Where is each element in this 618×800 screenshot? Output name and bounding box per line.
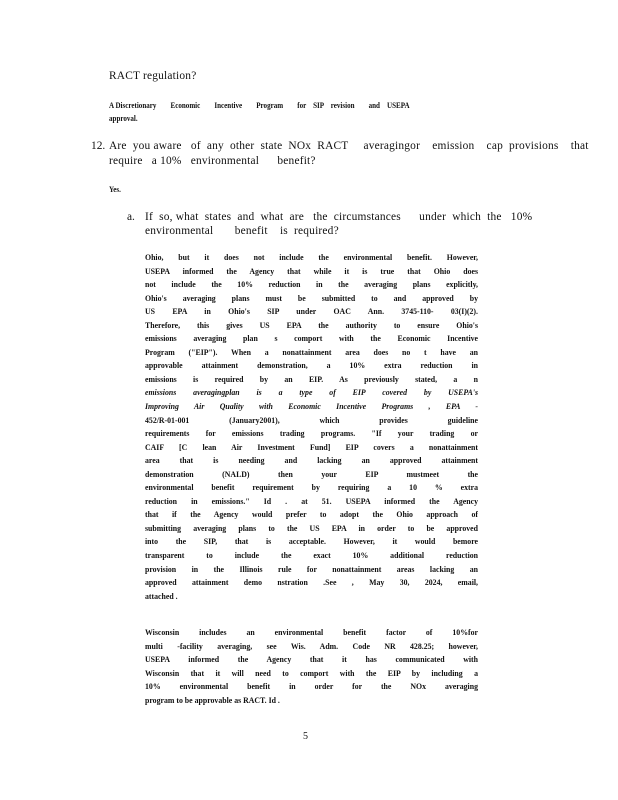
- sub-question-a-line-1: If so, what states and what are the circumstances under which the 10%: [145, 211, 533, 223]
- ohio-line: Ohio, but it does not include the environmental benefit. However,: [145, 252, 478, 262]
- ohio-line: attached .: [145, 590, 178, 601]
- ohio-line: emissions averagingplan is a type of EIP covered by USEPA's: [145, 387, 478, 398]
- wisconsin-line: Wisconsin includes an environmental benefit factor of 10%for: [145, 627, 478, 637]
- wisconsin-line: USEPA informed the Agency that it has communicated with: [145, 654, 478, 665]
- question-continuation: RACT regulation?: [109, 70, 197, 82]
- ohio-line: Ohio's averaging plans must be submitted to and approved by: [145, 292, 478, 303]
- answer-discretionary-line-1: A Discretionary Economic Incentive Program for SIP revision and USEPA: [109, 100, 410, 110]
- page-number: 5: [303, 731, 308, 742]
- ohio-line: emissions is required by an EIP. As previously stated, a n: [145, 373, 478, 384]
- sub-question-a-line-2: environmental benefit is required?: [145, 225, 339, 237]
- ohio-line: not include the 10% reduction in the averaging plans explicitly,: [145, 279, 478, 290]
- wisconsin-line: 10% environmental benefit in order for the NOx averaging: [145, 681, 478, 692]
- ohio-line: transparent to include the exact 10% additional reduction: [145, 550, 478, 561]
- wisconsin-line: program to be approvable as RACT. Id .: [145, 694, 280, 705]
- ohio-line: Program ("EIP"). When a nonattainment area does no t have an: [145, 346, 478, 357]
- ohio-line: reduction in emissions." Id . at 51. USEPA informed the Agency: [145, 495, 478, 506]
- ohio-line: submitting averaging plans to the US EPA in order to be approved: [145, 522, 478, 533]
- ohio-line: demonstration (NALD) then your EIP mustmeet the: [145, 468, 478, 479]
- ohio-line: that if the Agency would prefer to adopt the Ohio approach of: [145, 509, 478, 520]
- ohio-line: into the SIP, that is acceptable. However, it would bemore: [145, 536, 478, 547]
- wisconsin-line: multi -facility averaging, see Wis. Adm. Code NR 428.25; however,: [145, 640, 478, 651]
- ohio-line: CAIF [C lean Air Investment Fund] EIP covers a nonattainment: [145, 441, 478, 452]
- wisconsin-line: Wisconsin that it will need to comport with the EIP by including a: [145, 667, 478, 678]
- ohio-line: USEPA informed the Agency that while it is true that Ohio does: [145, 265, 478, 276]
- ohio-line: approvable attainment demonstration, a 10% extra reduction in: [145, 360, 478, 371]
- ohio-paragraph: [145, 251, 478, 603]
- ohio-line: provision in the Illinois rule for nonattainment areas lacking an: [145, 563, 478, 574]
- ohio-line: emissions averaging plan s comport with the Economic Incentive: [145, 333, 478, 344]
- sub-question-a-label: a.: [127, 211, 135, 223]
- ohio-line: environmental benefit requirement by requiring a 10 % extra: [145, 482, 478, 493]
- question-12-number: 12.: [91, 140, 106, 152]
- ohio-line: requirements for emissions trading programs. "If your trading or: [145, 428, 478, 439]
- ohio-line: US EPA in Ohio's SIP under OAC Ann. 3745-110- 03(I)(2).: [145, 306, 478, 317]
- ohio-line: Therefore, this gives US EPA the authority to ensure Ohio's: [145, 319, 478, 330]
- ohio-line: 452/R-01-001 (January2001), which provides guideline: [145, 414, 478, 425]
- ohio-line: approved attainment demo nstration .See , May 30, 2024, email,: [145, 577, 478, 588]
- question-12-answer: Yes.: [109, 184, 121, 194]
- wisconsin-paragraph: [145, 626, 478, 707]
- ohio-line: Improving Air Quality with Economic Incentive Programs , EPA -: [145, 401, 478, 412]
- question-12-line-2: require a 10% environmental benefit?: [109, 155, 316, 167]
- answer-discretionary-line-2: approval.: [109, 113, 138, 123]
- ohio-line: area that is needing and lacking an approved attainment: [145, 455, 478, 466]
- question-12-line-1: Are you aware of any other state NOx RACT averagingor emission cap provisions that: [109, 140, 589, 152]
